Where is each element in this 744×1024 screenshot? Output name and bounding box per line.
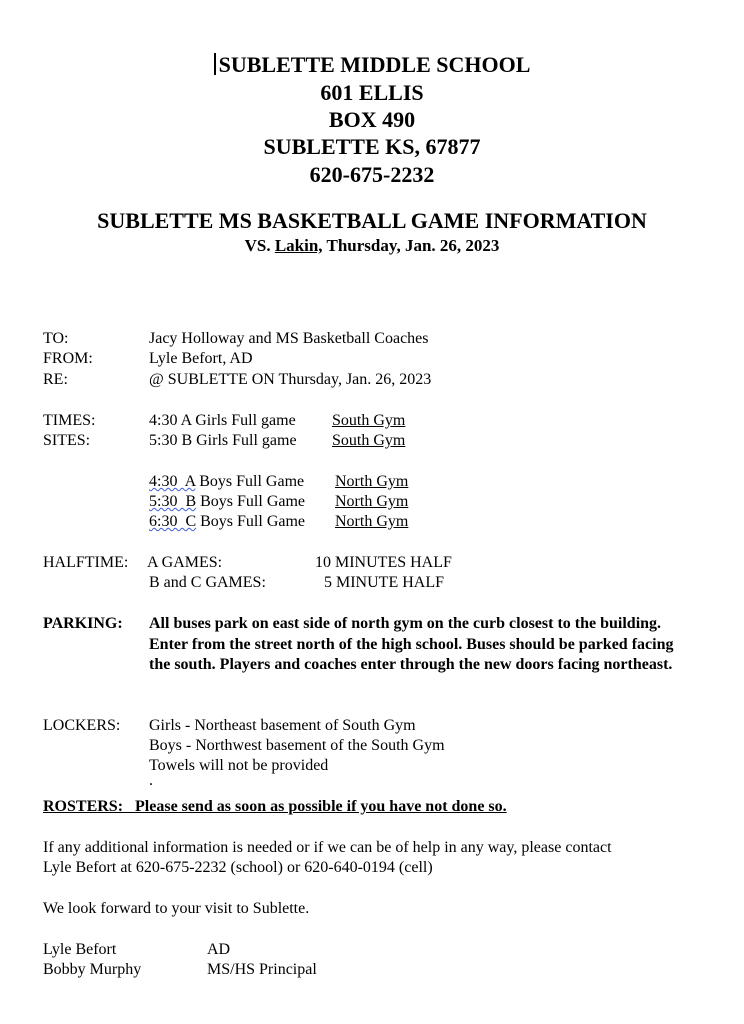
- document-title: SUBLETTE MS BASKETBALL GAME INFORMATION: [97, 208, 647, 233]
- signature-name-2: Bobby Murphy: [43, 961, 142, 978]
- contact-line-1: If any additional information is needed or if we can be of help in any way, please contact: [43, 839, 612, 856]
- boys-game-b: [149, 492, 305, 512]
- school-box: BOX 490: [328, 107, 416, 132]
- parking-text: All buses park on east side of north gym on the curb closest to the building. Enter from the street north of the high school. Buses should be parked facing the south. Players and coaches enter through the new doors facing northeast.: [149, 615, 674, 673]
- from-value: Lyle Befort, AD: [149, 350, 253, 367]
- boys-game-a-site: North Gym: [335, 473, 409, 490]
- game-date: Thursday, Jan. 26, 2023: [326, 236, 500, 255]
- halftime-label: HALFTIME:: [43, 554, 129, 571]
- to-value: Jacy Holloway and MS Basketball Coaches: [149, 330, 429, 347]
- boys-game-a: [149, 472, 304, 492]
- school-name-line: [0, 51, 744, 78]
- school-name: SUBLETTE MIDDLE SCHOOL: [218, 52, 531, 77]
- boys-game-b-desc: Boys Full Game: [196, 493, 306, 510]
- boys-game-c: [149, 512, 305, 532]
- boys-game-a-time: 4:30 A: [149, 473, 196, 490]
- halftime-bc-value: 5 MINUTE HALF: [324, 574, 444, 591]
- halftime-bc-games: B and C GAMES:: [149, 574, 266, 591]
- lockers-towels: Towels will not be provided: [149, 757, 329, 774]
- sites-label: SITES:: [43, 432, 91, 449]
- boys-game-a-desc: Boys Full Game: [195, 473, 305, 490]
- boys-game-c-time: 6:30 C: [149, 513, 197, 530]
- opponent-name: Lakin,: [274, 236, 323, 255]
- parking-label: PARKING:: [43, 615, 123, 632]
- boys-game-b-site: North Gym: [335, 493, 409, 510]
- rosters-line: [43, 797, 507, 817]
- boys-game-c-desc: Boys Full Game: [196, 513, 306, 530]
- lockers-boys: Boys - Northwest basement of the South Gym: [149, 737, 445, 754]
- times-label: TIMES:: [43, 412, 96, 429]
- signature-title-1: AD: [207, 941, 231, 958]
- closing-line: We look forward to your visit to Sublette.: [43, 900, 310, 917]
- school-phone: 620-675-2232: [309, 162, 435, 187]
- halftime-a-games: A GAMES:: [147, 554, 223, 571]
- boys-game-b-time: 5:30 B: [149, 493, 197, 510]
- re-label: RE:: [43, 371, 68, 388]
- signature-title-2: MS/HS Principal: [207, 961, 317, 978]
- contact-line-2: Lyle Befort at 620-675-2232 (school) or 620-640-0194 (cell): [43, 859, 433, 876]
- girls-game-a-site: South Gym: [332, 412, 406, 429]
- from-label: FROM:: [43, 350, 93, 367]
- vs-prefix: VS.: [244, 236, 271, 255]
- halftime-a-value: 10 MINUTES HALF: [315, 554, 452, 571]
- re-value: @ SUBLETTE ON Thursday, Jan. 26, 2023: [149, 371, 432, 388]
- school-street: 601 ELLIS: [320, 80, 424, 105]
- signature-name-1: Lyle Befort: [43, 941, 117, 958]
- lockers-girls: Girls - Northeast basement of South Gym: [149, 717, 416, 734]
- rosters-text: Please send as soon as possible if you have not done so.: [135, 798, 507, 815]
- girls-game-b-site: South Gym: [332, 432, 406, 449]
- rosters-label: ROSTERS:: [43, 798, 124, 815]
- to-label: TO:: [43, 330, 69, 347]
- school-city: SUBLETTE KS, 67877: [263, 134, 481, 159]
- girls-game-a: 4:30 A Girls Full game: [149, 412, 296, 429]
- text-cursor: [214, 53, 216, 75]
- lockers-label: LOCKERS:: [43, 717, 121, 734]
- girls-game-b: 5:30 B Girls Full game: [149, 432, 297, 449]
- boys-game-c-site: North Gym: [335, 513, 409, 530]
- lockers-dot: .: [149, 772, 153, 789]
- document-subtitle: [0, 235, 744, 257]
